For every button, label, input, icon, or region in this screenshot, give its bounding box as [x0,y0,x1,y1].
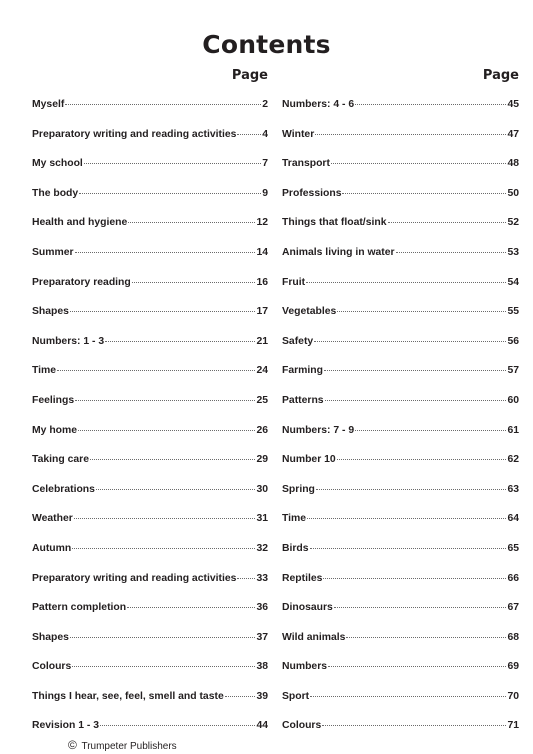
contents-entry [282,513,519,543]
contents-entry [32,158,268,188]
contents-entry [32,573,268,603]
entry-page-number: 56 [507,335,519,347]
dot-leader [310,548,507,549]
entry-title: Numbers: 1 - 3 [32,335,105,347]
contents-entry [32,602,268,632]
dot-leader [57,370,255,371]
entry-page-number: 48 [507,158,519,170]
entry-page-number: 69 [507,661,519,673]
entry-page-number: 7 [262,158,268,170]
entry-page-number: 66 [507,572,519,584]
publisher-name: Trumpeter Publishers [81,741,177,752]
dot-leader [337,311,506,312]
dot-leader [396,252,507,253]
entry-page-number: 68 [507,631,519,643]
entry-title: Dinosaurs [282,602,333,614]
dot-leader [355,430,506,431]
contents-list-right [282,99,519,750]
entry-page-number: 16 [256,276,268,288]
entry-title: Farming [282,365,323,377]
contents-entry [282,188,519,218]
contents-entry [32,661,268,691]
dot-leader [128,222,255,223]
contents-entry [32,247,268,277]
dot-leader [90,459,255,460]
entry-title: My home [32,424,78,436]
entry-page-number: 31 [256,513,268,525]
entry-page-number: 33 [256,572,268,584]
entry-title: Fruit [282,276,306,288]
dot-leader [316,489,507,490]
dot-leader [75,252,256,253]
contents-entry [282,425,519,455]
page-column-header: Page [231,68,268,83]
dot-leader [306,282,506,283]
entry-page-number: 12 [256,217,268,229]
entry-page-number: 67 [507,602,519,614]
dot-leader [342,193,506,194]
entry-page-number: 63 [507,483,519,495]
dot-leader [65,104,261,105]
dot-leader [79,193,261,194]
dot-leader [105,341,255,342]
entry-title: Taking care [32,454,89,466]
entry-title: Professions [282,187,342,199]
entry-page-number: 70 [507,690,519,702]
dot-leader [323,578,506,579]
contents-entry [32,691,268,721]
contents-entry [282,632,519,662]
entry-title: My school [32,158,83,170]
entry-page-number: 54 [507,276,519,288]
contents-entry [282,336,519,366]
contents-column-left [32,68,268,750]
entry-title: Things that float/sink [282,217,387,229]
contents-entry [282,365,519,395]
contents-entry [32,454,268,484]
page-column-header: Page [482,68,519,83]
contents-list-left [32,99,268,750]
entry-title: Preparatory writing and reading activities [32,572,237,584]
dot-leader [322,725,506,726]
entry-title: Numbers [282,661,328,673]
entry-title: Colours [32,661,72,673]
entry-page-number: 47 [507,128,519,140]
contents-entry [32,513,268,543]
contents-entry [282,454,519,484]
dot-leader [96,489,256,490]
entry-title: Transport [282,158,330,170]
dot-leader [334,607,507,608]
dot-leader [331,163,507,164]
entry-page-number: 45 [507,99,519,110]
copyright-icon: © [68,738,77,752]
dot-leader [325,400,507,401]
entry-page-number: 30 [256,483,268,495]
contents-entry [282,247,519,277]
dot-leader [70,311,255,312]
entry-title: Numbers: 4 - 6 [282,99,355,110]
entry-title: Safety [282,335,314,347]
contents-entry [32,336,268,366]
entry-page-number: 26 [256,424,268,436]
entry-page-number: 65 [507,542,519,554]
contents-entry [282,395,519,425]
entry-page-number: 64 [507,513,519,525]
dot-leader [72,548,255,549]
contents-entry [282,158,519,188]
entry-title: Preparatory writing and reading activities [32,128,237,140]
contents-entry [32,217,268,247]
contents-entry [282,484,519,514]
dot-leader [314,341,506,342]
entry-title: Shapes [32,631,69,643]
dot-leader [75,400,255,401]
entry-title: Wild animals [282,631,346,643]
contents-entry [32,395,268,425]
entry-title: Numbers: 7 - 9 [282,424,355,436]
entry-page-number: 44 [256,720,268,732]
entry-page-number: 24 [256,365,268,377]
contents-entry [282,543,519,573]
dot-leader [70,637,255,638]
entry-title: Feelings [32,394,75,406]
entry-title: Shapes [32,306,69,318]
page-title: Contents [202,30,331,59]
entry-title: Time [32,365,57,377]
entry-page-number: 25 [256,394,268,406]
copyright-footer [68,738,177,752]
contents-entry [282,277,519,307]
entry-page-number: 38 [256,661,268,673]
contents-entry [282,99,519,129]
entry-page-number: 53 [507,246,519,258]
entry-title: Reptiles [282,572,323,584]
entry-title: Celebrations [32,483,95,495]
entry-page-number: 14 [256,246,268,258]
dot-leader [74,518,256,519]
entry-page-number: 2 [262,99,268,110]
dot-leader [346,637,506,638]
entry-title: Preparatory reading [32,276,131,288]
dot-leader [237,578,255,579]
entry-title: Pattern completion [32,602,127,614]
entry-page-number: 29 [256,454,268,466]
dot-leader [225,696,256,697]
dot-leader [72,666,255,667]
contents-entry [282,602,519,632]
entry-title: Things I hear, see, feel, smell and taste [32,690,224,702]
contents-entry [32,632,268,662]
entry-page-number: 21 [256,335,268,347]
entry-title: Winter [282,128,315,140]
contents-entry [32,425,268,455]
dot-leader [78,430,255,431]
entry-title: Number 10 [282,454,336,466]
entry-page-number: 55 [507,306,519,318]
entry-title: The body [32,187,79,199]
dot-leader [127,607,255,608]
entry-title: Myself [32,99,65,110]
entry-title: Health and hygiene [32,217,128,229]
entry-title: Weather [32,513,73,525]
contents-entry [32,99,268,129]
entry-page-number: 37 [256,631,268,643]
entry-page-number: 62 [507,454,519,466]
entry-title: Vegetables [282,306,337,318]
contents-entry [32,365,268,395]
entry-page-number: 4 [262,128,268,140]
contents-entry [282,129,519,159]
contents-entry [32,129,268,159]
entry-title: Patterns [282,394,324,406]
entry-title: Colours [282,720,322,732]
entry-title: Spring [282,483,315,495]
dot-leader [337,459,507,460]
entry-page-number: 36 [256,602,268,614]
entry-page-number: 57 [507,365,519,377]
entry-page-number: 39 [256,690,268,702]
entry-title: Birds [282,542,309,554]
dot-leader [307,518,506,519]
contents-entry [282,573,519,603]
contents-entry [282,661,519,691]
dot-leader [324,370,506,371]
entry-title: Animals living in water [282,246,395,258]
entry-page-number: 61 [507,424,519,436]
entry-title: Revision 1 - 3 [32,720,99,732]
entry-page-number: 71 [507,720,519,732]
contents-column-right [282,68,519,750]
contents-entry [282,306,519,336]
entry-page-number: 60 [507,394,519,406]
dot-leader [84,163,261,164]
entry-title: Sport [282,690,310,702]
entry-page-number: 50 [507,187,519,199]
dot-leader [388,222,507,223]
dot-leader [328,666,506,667]
entry-title: Autumn [32,542,72,554]
contents-entry [32,543,268,573]
contents-entry [32,306,268,336]
entry-page-number: 52 [507,217,519,229]
contents-entry [32,484,268,514]
dot-leader [237,134,261,135]
contents-entry [32,188,268,218]
dot-leader [310,696,506,697]
dot-leader [100,725,255,726]
dot-leader [315,134,506,135]
entry-page-number: 17 [256,306,268,318]
dot-leader [355,104,506,105]
contents-entry [32,277,268,307]
contents-entry [282,217,519,247]
dot-leader [132,282,256,283]
entry-title: Summer [32,246,74,258]
entry-page-number: 9 [262,187,268,199]
contents-entry [282,720,519,750]
entry-page-number: 32 [256,542,268,554]
entry-title: Time [282,513,307,525]
contents-entry [282,691,519,721]
